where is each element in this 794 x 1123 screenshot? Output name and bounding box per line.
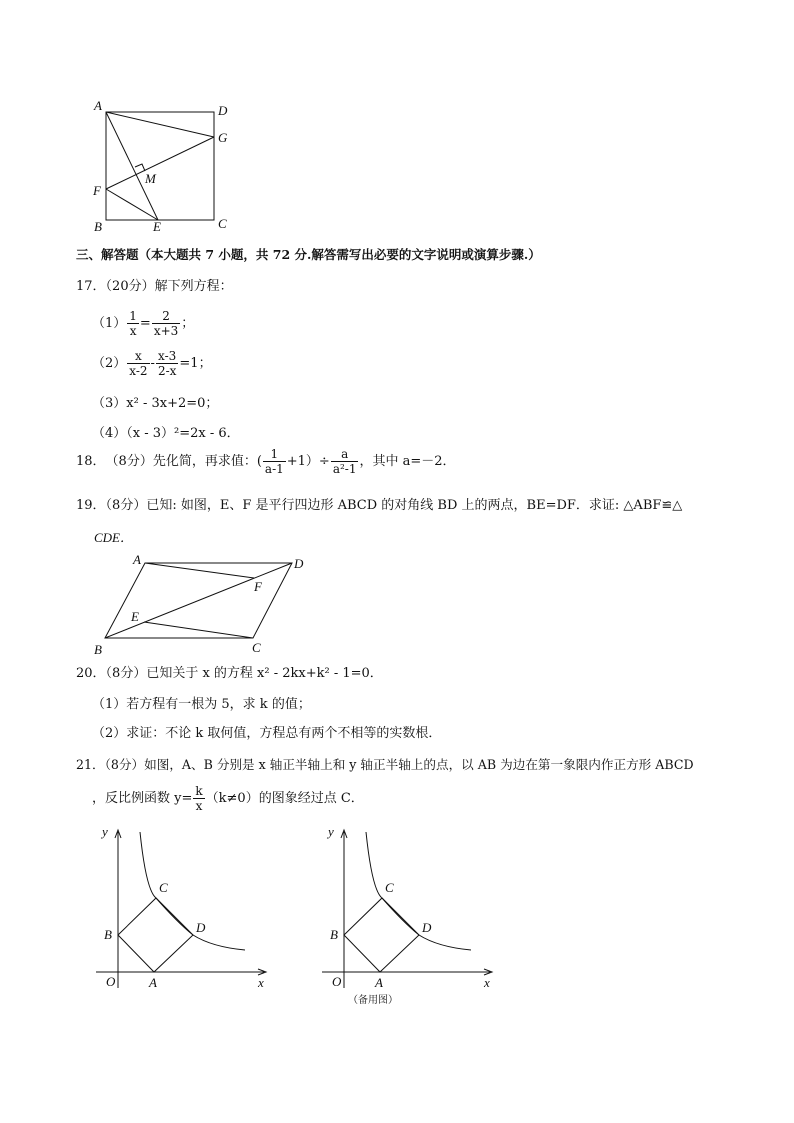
fraction (263, 447, 286, 476)
diagonal-bd (105, 563, 292, 638)
q21-score: （8分） (104, 757, 145, 772)
label-a: A (375, 975, 383, 990)
q20-stem: 已知关于 x 的方程 x² - 2kx+k² - 1=0． (146, 666, 383, 681)
numerator: 2 (152, 309, 180, 324)
square-abcd (344, 898, 419, 972)
label-a: A (94, 98, 102, 113)
label-b: B (94, 642, 102, 657)
square-abcd (118, 898, 193, 972)
q20-part2: （2）求证：不论 k 取何值，方程总有两个不相等的实数根． (92, 726, 442, 741)
label-e: E (153, 219, 161, 233)
label-f: F (93, 183, 101, 198)
label-c: C (218, 216, 227, 231)
label-x: x (484, 975, 490, 990)
label-o: O (106, 974, 116, 989)
q19-line1 (76, 499, 682, 512)
label-d: D (218, 103, 228, 118)
q20-header (76, 667, 383, 680)
q19-text: 已知: 如图，E、F 是平行四边形 ABCD 的对角线 BD 上的两点，BE=DF．求证: △ABF≌△ (146, 498, 683, 513)
label-o: O (332, 974, 342, 989)
q18-stem: 先化简，再求值： (152, 454, 257, 469)
label-m: M (145, 171, 156, 186)
label-d: D (294, 556, 304, 571)
q17-part4 (92, 427, 240, 440)
q21-line2 (92, 784, 364, 813)
denominator: 2-x (157, 364, 177, 378)
q21-number: 21． (76, 757, 105, 772)
hyperbola-curve (140, 832, 245, 950)
segment-ag (106, 112, 214, 137)
q19-score: （8分） (105, 498, 147, 513)
label-c: C (252, 640, 261, 655)
square-abcd (106, 112, 214, 220)
label-a: A (133, 552, 141, 567)
q17-part2-end: =1； (179, 356, 212, 371)
label-b: B (104, 927, 112, 942)
q17-header (76, 280, 233, 293)
section-heading: 三、解答题（本大题共 7 小题，共 72 分.解答需写出必要的文字说明或演算步骤.） (76, 247, 541, 262)
q19-number: 19． (76, 498, 106, 513)
q18-number: 18． (76, 454, 106, 469)
segment-ce (144, 622, 253, 638)
denominator: x-2 (129, 364, 148, 378)
label-g: G (218, 130, 228, 145)
label-y: y (102, 824, 108, 839)
right-angle-mark (135, 164, 145, 171)
minus: - (150, 356, 155, 371)
label-b: B (94, 219, 102, 233)
q17-part2 (92, 349, 212, 378)
q21-line1 (76, 759, 694, 772)
label-e: E (131, 609, 139, 624)
q21-text-b: （k≠0）的图象经过点 C． (205, 791, 364, 806)
q18-operator: +1）÷ (286, 454, 330, 469)
q17-part4-expr: （x - 3）²=2x - 6． (126, 426, 240, 441)
parallelogram-figure (88, 550, 318, 660)
numerator: 1 (129, 309, 137, 323)
label-d: D (422, 920, 432, 935)
label-y: y (328, 824, 334, 839)
q17-part3-label: （3） (92, 396, 127, 411)
equals: = (139, 316, 151, 331)
numerator: x (127, 349, 149, 364)
coordinate-figure-2 (318, 822, 503, 1012)
q18 (76, 447, 456, 476)
numerator: k (195, 784, 203, 798)
label-a: A (149, 975, 157, 990)
label-c: C (159, 880, 168, 895)
label-b: B (330, 927, 338, 942)
hyperbola-curve (366, 832, 471, 950)
figure-caption: （备用图） (348, 995, 398, 1006)
denominator: x (195, 799, 203, 813)
fraction (127, 349, 149, 378)
denominator: a²-1 (332, 462, 357, 476)
label-f: F (254, 579, 262, 594)
segment-af (145, 563, 254, 578)
q20-part1: （1）若方程有一根为 5，求 k 的值； (92, 697, 311, 712)
numerator: a (331, 447, 359, 462)
q18-score: （8分） (105, 454, 153, 469)
numerator: x-3 (156, 349, 178, 364)
label-d: D (196, 920, 206, 935)
q17-stem: 解下列方程： (154, 279, 233, 294)
label-c: C (385, 880, 394, 895)
q17-score: （20分） (105, 279, 155, 294)
q17-part2-label: （2） (92, 356, 127, 371)
fraction (127, 309, 139, 338)
q17-part1-label: （1） (92, 316, 127, 331)
numerator: 1 (263, 447, 286, 462)
q17-part1 (92, 309, 194, 338)
q17-part3-expr: x² - 3x+2=0； (126, 396, 219, 411)
segment-ae (106, 112, 158, 220)
fraction (152, 309, 180, 338)
q21-text-a: ，反比例函数 y= (92, 791, 193, 806)
paren: ( (256, 454, 262, 469)
denominator: x+3 (153, 324, 179, 338)
q17-part4-label: （4） (92, 426, 127, 441)
denominator: a-1 (264, 462, 284, 476)
q20-score: （8分） (105, 666, 147, 681)
q21-text: 如图，A、B 分别是 x 轴正半轴上和 y 轴正半轴上的点，以 AB 为边在第一象限内作正方形 ABCD (144, 757, 694, 772)
q18-condition: ，其中 a=－2． (359, 454, 456, 469)
q19-line2: CDE． (94, 530, 134, 545)
fraction (156, 349, 178, 378)
q17-part1-end: ； (181, 316, 195, 331)
fraction (193, 784, 204, 813)
q20-number: 20． (76, 666, 106, 681)
coordinate-figure-1 (92, 822, 277, 992)
square-figure (88, 98, 238, 233)
label-x: x (258, 975, 264, 990)
q17-part3 (92, 397, 218, 410)
q17-number: 17． (76, 279, 106, 294)
fraction (331, 447, 359, 476)
denominator: x (129, 324, 137, 338)
